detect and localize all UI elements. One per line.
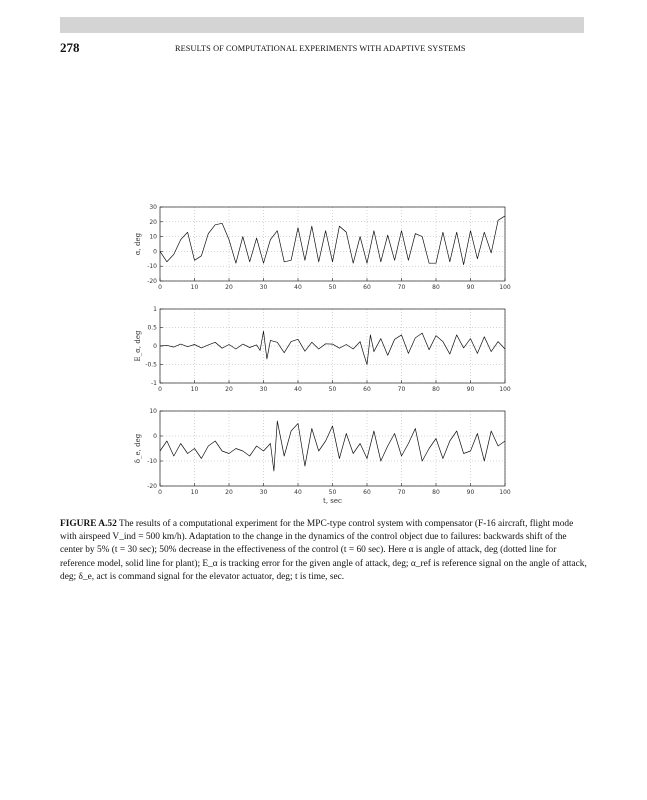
y-tick-label: 10 [149, 408, 157, 415]
x-tick-label: 50 [328, 284, 337, 291]
x-tick-label: 100 [499, 386, 511, 393]
y-tick-label: 0.5 [147, 324, 157, 332]
y-tick-label: -10 [147, 263, 157, 271]
running-head: RESULTS OF COMPUTATIONAL EXPERIMENTS WITH ADAPTIVE SYSTEMS [175, 44, 466, 53]
x-tick-label: 50 [328, 489, 337, 496]
x-tick-label: 60 [363, 386, 371, 393]
y-tick-label: -20 [147, 278, 157, 285]
y-axis-label: δ_e, deg [134, 433, 142, 464]
x-tick-label: 70 [397, 284, 406, 291]
x-tick-label: 0 [158, 489, 162, 496]
x-tick-label: 100 [499, 489, 511, 496]
x-tick-label: 0 [158, 386, 162, 393]
x-tick-label: 70 [397, 386, 406, 393]
x-tick-label: 20 [225, 386, 233, 393]
x-axis-label: t, sec [323, 497, 342, 505]
x-tick-label: 40 [294, 386, 302, 393]
y-tick-label: -20 [147, 483, 157, 490]
x-tick-label: 100 [499, 284, 511, 291]
y-tick-label: -0.5 [145, 361, 157, 369]
x-tick-label: 10 [190, 386, 199, 393]
y-tick-label: 0 [153, 343, 157, 350]
y-tick-label: -1 [151, 380, 157, 387]
caption-text: The results of a computational experiment for the MPC-type control system with compensator (F-16 aircraft, flight mode with airspeed V_ind = 500 km/h). Adaptation to the change in the dynamics of the control object due to failures: backwards shift of the center by 5% (t = 30 sec); 50% decrease in the effectiveness of the control (t = 60 sec). Here α is angle of attack, deg (dotted line for reference model, solid line for plant); E_α is tracking error for the given angle of attack, deg; α_ref is reference signal on the angle of attack, deg; δ_e, act is command signal for the elevator actuator, deg; t is time, sec. [60, 519, 587, 582]
y-tick-label: 1 [153, 306, 157, 313]
x-tick-label: 80 [432, 284, 440, 291]
x-tick-label: 60 [363, 489, 371, 496]
x-tick-label: 80 [432, 386, 440, 393]
y-tick-label: 20 [149, 218, 157, 226]
x-tick-label: 30 [259, 489, 268, 496]
y-axis-label: E_α, deg [134, 330, 142, 362]
x-tick-label: 10 [190, 489, 199, 496]
y-tick-label: 10 [149, 233, 157, 241]
y-tick-label: 30 [149, 204, 157, 211]
x-tick-label: 70 [397, 489, 406, 496]
x-tick-label: 30 [259, 284, 268, 291]
x-tick-label: 50 [328, 386, 337, 393]
x-tick-label: 60 [363, 284, 371, 291]
y-tick-label: -10 [147, 458, 157, 465]
x-tick-label: 40 [294, 489, 302, 496]
page-number: 278 [60, 40, 80, 55]
x-tick-label: 0 [158, 284, 162, 291]
y-axis-label: α, deg [134, 232, 142, 256]
y-tick-label: 0 [153, 248, 157, 256]
x-tick-label: 90 [466, 386, 475, 393]
figure-caption [60, 518, 588, 584]
x-tick-label: 90 [466, 489, 475, 496]
x-tick-label: 30 [259, 386, 268, 393]
x-tick-label: 80 [432, 489, 440, 496]
x-tick-label: 20 [225, 284, 233, 291]
x-tick-label: 10 [190, 284, 199, 291]
x-tick-label: 40 [294, 284, 302, 291]
y-tick-label: 0 [153, 433, 157, 440]
x-tick-label: 90 [466, 284, 475, 291]
x-tick-label: 20 [225, 489, 233, 496]
series-line [160, 421, 505, 471]
figure-label: FIGURE A.52 [60, 519, 117, 529]
